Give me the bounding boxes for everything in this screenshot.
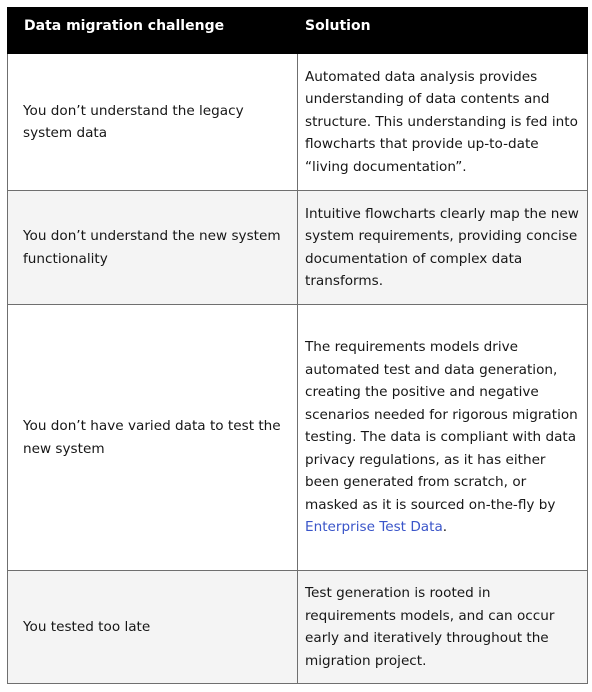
table-row [8, 571, 588, 684]
table-row [8, 191, 588, 305]
solution-end: . [442, 519, 448, 536]
solution-cell: Intuitive flowcharts clearly map the new system requirements, providing concise documentation of complex data transforms. [298, 191, 588, 305]
challenge-cell: You don’t understand the legacy system data [8, 54, 298, 191]
solution-cell: Automated data analysis provides understanding of data contents and structure. This understanding is fed into flowcharts that provide up-to-date “living documentation”. [298, 54, 588, 191]
table-row [8, 54, 588, 191]
enterprise-test-data-link[interactable]: Enterprise Test Data [305, 519, 443, 536]
solution-cell [298, 305, 588, 571]
migration-table [7, 7, 588, 684]
challenge-cell: You don’t understand the new system functionality [8, 191, 298, 305]
table-header-row [8, 8, 588, 54]
header-solution: Solution [298, 8, 588, 54]
challenge-cell: You tested too late [8, 571, 298, 684]
solution-text: The requirements models drive automated test and data generation, creating the positive and negative scenarios needed for rigorous migration testing. The data is compliant with data privacy regulations, as it has either been generated from scratch, or masked as it is sourced on-the-fly by [305, 339, 578, 513]
table-row [8, 305, 588, 571]
challenge-cell: You don’t have varied data to test the new system [8, 305, 298, 571]
header-challenge: Data migration challenge [8, 8, 298, 54]
solution-cell: Test generation is rooted in requirements models, and can occur early and iteratively throughout the migration project. [298, 571, 588, 684]
